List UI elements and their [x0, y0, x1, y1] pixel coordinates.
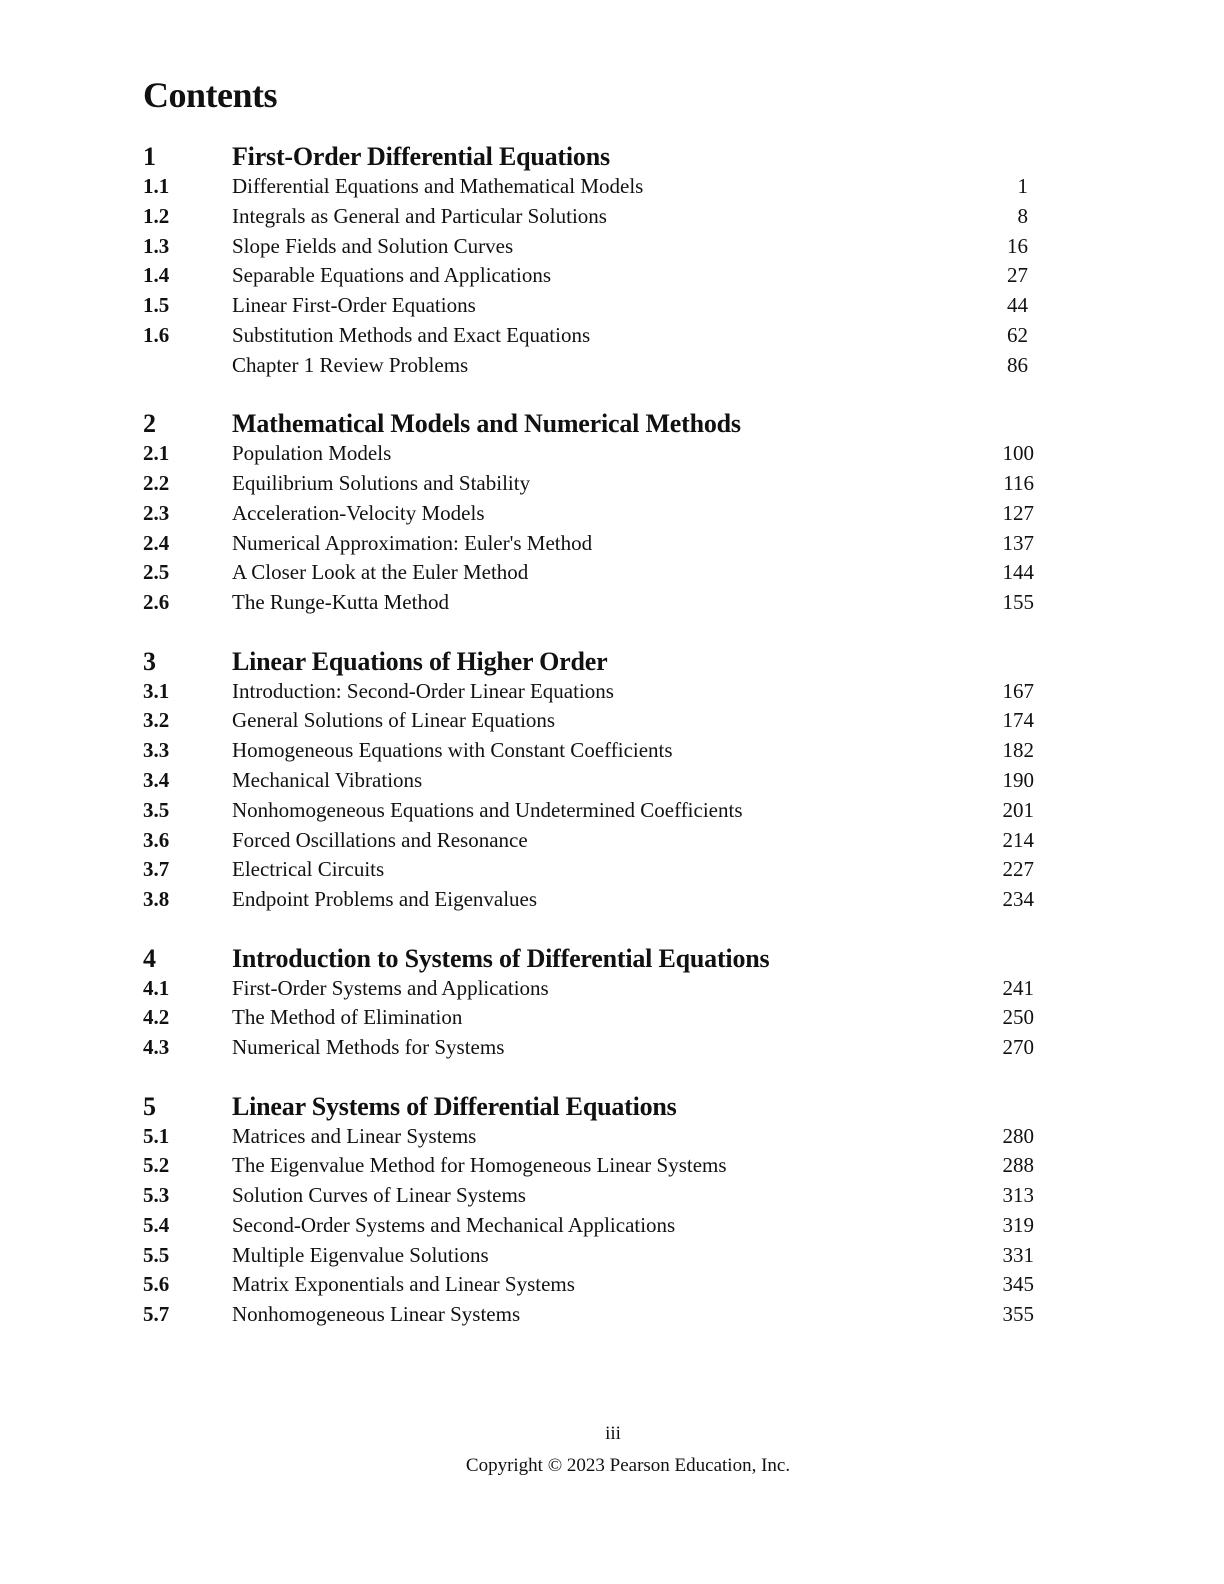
chapter-heading[interactable] — [143, 646, 1034, 677]
section-title: Numerical Methods for Systems — [232, 1035, 505, 1060]
section-number: 3.3 — [143, 738, 170, 763]
section-number: 1.4 — [143, 263, 170, 288]
chapter-number: 3 — [143, 646, 156, 676]
chapter-block — [143, 943, 1034, 1063]
section-number: 3.6 — [143, 827, 170, 852]
section-title: Population Models — [232, 441, 392, 466]
section-title: Integrals as General and Particular Solutions — [232, 203, 607, 228]
section-title: Acceleration-Velocity Models — [232, 500, 485, 525]
section-title: Matrix Exponentials and Linear Systems — [232, 1272, 575, 1297]
section-title: Chapter 1 Review Problems — [232, 352, 469, 377]
chapter-title: Linear Equations of Higher Order — [232, 646, 608, 676]
section-title: A Closer Look at the Euler Method — [232, 560, 529, 585]
toc-entry[interactable] — [143, 1033, 1034, 1063]
page-title: Contents — [143, 75, 278, 115]
toc-entry[interactable] — [143, 855, 1034, 885]
toc-entry[interactable] — [143, 677, 1034, 707]
section-number: 3.4 — [143, 767, 170, 792]
section-number: 2.5 — [143, 560, 170, 585]
section-page-number: 62 — [1007, 322, 1028, 347]
section-title: The Method of Elimination — [232, 1005, 463, 1030]
toc-entry[interactable] — [143, 1211, 1034, 1241]
toc-entry[interactable] — [143, 1151, 1034, 1181]
section-page-number: 250 — [1002, 1005, 1034, 1030]
section-number: 1.1 — [143, 174, 170, 198]
chapter-title: First-Order Differential Equations — [232, 142, 610, 171]
section-page-number: 355 — [1002, 1302, 1034, 1327]
section-page-number: 227 — [1002, 857, 1034, 882]
section-page-number: 27 — [1007, 263, 1028, 288]
toc-entry[interactable] — [143, 172, 1034, 202]
section-number: 5.1 — [143, 1123, 170, 1148]
toc-entry[interactable] — [143, 232, 1034, 262]
section-title: Forced Oscillations and Resonance — [232, 827, 528, 852]
toc-entry[interactable] — [143, 439, 1034, 469]
chapter-block — [143, 141, 1034, 381]
toc-entry[interactable] — [143, 351, 1034, 381]
section-title: Matrices and Linear Systems — [232, 1123, 477, 1148]
section-title: Nonhomogeneous Linear Systems — [232, 1302, 521, 1327]
copyright-notice: Copyright © 2023 Pearson Education, Inc. — [465, 1455, 791, 1476]
section-number: 5.4 — [143, 1212, 170, 1237]
section-number: 4.1 — [143, 975, 170, 1000]
toc-entry[interactable] — [143, 706, 1034, 736]
chapter-number: 5 — [143, 1091, 156, 1121]
section-number: 5.7 — [143, 1302, 170, 1327]
chapter-block — [143, 646, 1034, 915]
page-number: iii — [605, 1423, 621, 1444]
section-page-number: 201 — [1002, 797, 1034, 822]
section-page-number: 116 — [1003, 470, 1034, 495]
section-number: 3.5 — [143, 797, 170, 822]
section-page-number: 241 — [1002, 975, 1034, 1000]
section-number: 3.8 — [143, 887, 170, 912]
toc-entry[interactable] — [143, 588, 1034, 618]
toc-entry[interactable] — [143, 469, 1034, 499]
section-page-number: 182 — [1002, 738, 1034, 763]
section-number: 4.3 — [143, 1035, 170, 1060]
section-title: Second-Order Systems and Mechanical Applications — [232, 1212, 676, 1237]
section-number: 1.3 — [143, 233, 170, 258]
section-number: 3.1 — [143, 678, 170, 703]
chapter-number: 1 — [143, 142, 156, 171]
section-number: 3.2 — [143, 708, 170, 733]
toc-entry[interactable] — [143, 1270, 1034, 1300]
toc-entry[interactable] — [143, 826, 1034, 856]
section-page-number: 270 — [1002, 1035, 1034, 1060]
section-title: Separable Equations and Applications — [232, 263, 552, 288]
section-title: Mechanical Vibrations — [232, 767, 423, 792]
toc-entry[interactable] — [143, 1300, 1034, 1330]
section-title: Nonhomogeneous Equations and Undetermined Coefficients — [232, 797, 743, 822]
toc-entry[interactable] — [143, 499, 1034, 529]
section-title: Substitution Methods and Exact Equations — [232, 322, 591, 347]
section-page-number: 137 — [1002, 530, 1034, 555]
section-page-number: 144 — [1002, 560, 1034, 585]
section-title: The Runge-Kutta Method — [232, 590, 449, 615]
section-title: Endpoint Problems and Eigenvalues — [232, 887, 538, 912]
chapter-title: Introduction to Systems of Differential Equations — [232, 943, 770, 973]
section-title: Numerical Approximation: Euler's Method — [232, 530, 593, 555]
section-page-number: 234 — [1002, 887, 1034, 912]
section-page-number: 288 — [1002, 1153, 1034, 1178]
section-number: 2.2 — [143, 470, 170, 495]
toc-entry[interactable] — [143, 291, 1034, 321]
chapter-title: Linear Systems of Differential Equations — [232, 1091, 677, 1121]
section-title: Slope Fields and Solution Curves — [232, 233, 514, 258]
section-title: Equilibrium Solutions and Stability — [232, 470, 531, 495]
chapter-number: 4 — [143, 943, 156, 973]
toc-entry[interactable] — [143, 796, 1034, 826]
section-number: 5.6 — [143, 1272, 170, 1297]
chapter-title: Mathematical Models and Numerical Methods — [232, 409, 741, 439]
toc-entry[interactable] — [143, 321, 1034, 351]
toc-entry[interactable] — [143, 1181, 1034, 1211]
section-number: 5.3 — [143, 1183, 170, 1208]
section-title: Differential Equations and Mathematical Models — [232, 174, 644, 198]
section-number: 4.2 — [143, 1005, 170, 1030]
chapter-block — [143, 408, 1034, 618]
toc-entry[interactable] — [143, 202, 1034, 232]
section-title: Introduction: Second-Order Linear Equations — [232, 678, 614, 703]
section-title: Linear First-Order Equations — [232, 293, 476, 318]
section-page-number: 331 — [1002, 1242, 1034, 1267]
toc-entry[interactable] — [143, 1122, 1034, 1152]
toc-entry[interactable] — [143, 1241, 1034, 1271]
section-page-number: 319 — [1002, 1212, 1034, 1237]
section-page-number: 345 — [1002, 1272, 1034, 1297]
toc-entry[interactable] — [143, 885, 1034, 915]
section-number: 1.5 — [143, 293, 170, 318]
chapter-block — [143, 1091, 1034, 1331]
section-title: The Eigenvalue Method for Homogeneous Linear Systems — [232, 1153, 727, 1178]
toc-entry[interactable] — [143, 261, 1034, 291]
section-number: 1.6 — [143, 322, 170, 347]
section-number: 5.5 — [143, 1242, 170, 1267]
section-page-number: 86 — [1007, 352, 1028, 377]
section-page-number: 127 — [1002, 500, 1034, 525]
section-number: 2.6 — [143, 590, 170, 615]
section-page-number: 100 — [1002, 441, 1034, 466]
section-page-number: 190 — [1002, 767, 1034, 792]
toc-entry[interactable] — [143, 529, 1034, 559]
section-title: Multiple Eigenvalue Solutions — [232, 1242, 489, 1267]
section-page-number: 214 — [1002, 827, 1034, 852]
section-number: 2.3 — [143, 500, 170, 525]
chapter-heading[interactable] — [143, 141, 1034, 172]
section-page-number: 8 — [1017, 203, 1028, 228]
section-page-number: 155 — [1002, 590, 1034, 615]
section-page-number: 44 — [1007, 293, 1028, 318]
chapter-number: 2 — [143, 409, 156, 439]
section-title: Electrical Circuits — [232, 857, 385, 882]
chapter-heading[interactable] — [143, 408, 1034, 439]
table-of-contents — [143, 141, 1034, 1358]
section-title: General Solutions of Linear Equations — [232, 708, 556, 733]
toc-entry[interactable] — [143, 974, 1034, 1004]
section-page-number: 16 — [1007, 233, 1028, 258]
section-page-number: 174 — [1002, 708, 1034, 733]
section-title: Homogeneous Equations with Constant Coefficients — [232, 738, 673, 763]
section-page-number: 313 — [1002, 1183, 1034, 1208]
section-title: First-Order Systems and Applications — [232, 975, 549, 1000]
section-number: 2.1 — [143, 441, 170, 466]
toc-entry[interactable] — [143, 558, 1034, 588]
chapter-heading[interactable] — [143, 1091, 1034, 1122]
section-number: 2.4 — [143, 530, 170, 555]
section-page-number: 280 — [1002, 1123, 1034, 1148]
section-number: 5.2 — [143, 1153, 170, 1178]
toc-entry[interactable] — [143, 736, 1034, 766]
toc-entry[interactable] — [143, 1003, 1034, 1033]
section-number: 3.7 — [143, 857, 170, 882]
chapter-heading[interactable] — [143, 943, 1034, 974]
toc-entry[interactable] — [143, 766, 1034, 796]
section-title: Solution Curves of Linear Systems — [232, 1183, 526, 1208]
section-page-number: 167 — [1002, 678, 1034, 703]
section-page-number: 1 — [1017, 174, 1028, 198]
section-number: 1.2 — [143, 203, 170, 228]
